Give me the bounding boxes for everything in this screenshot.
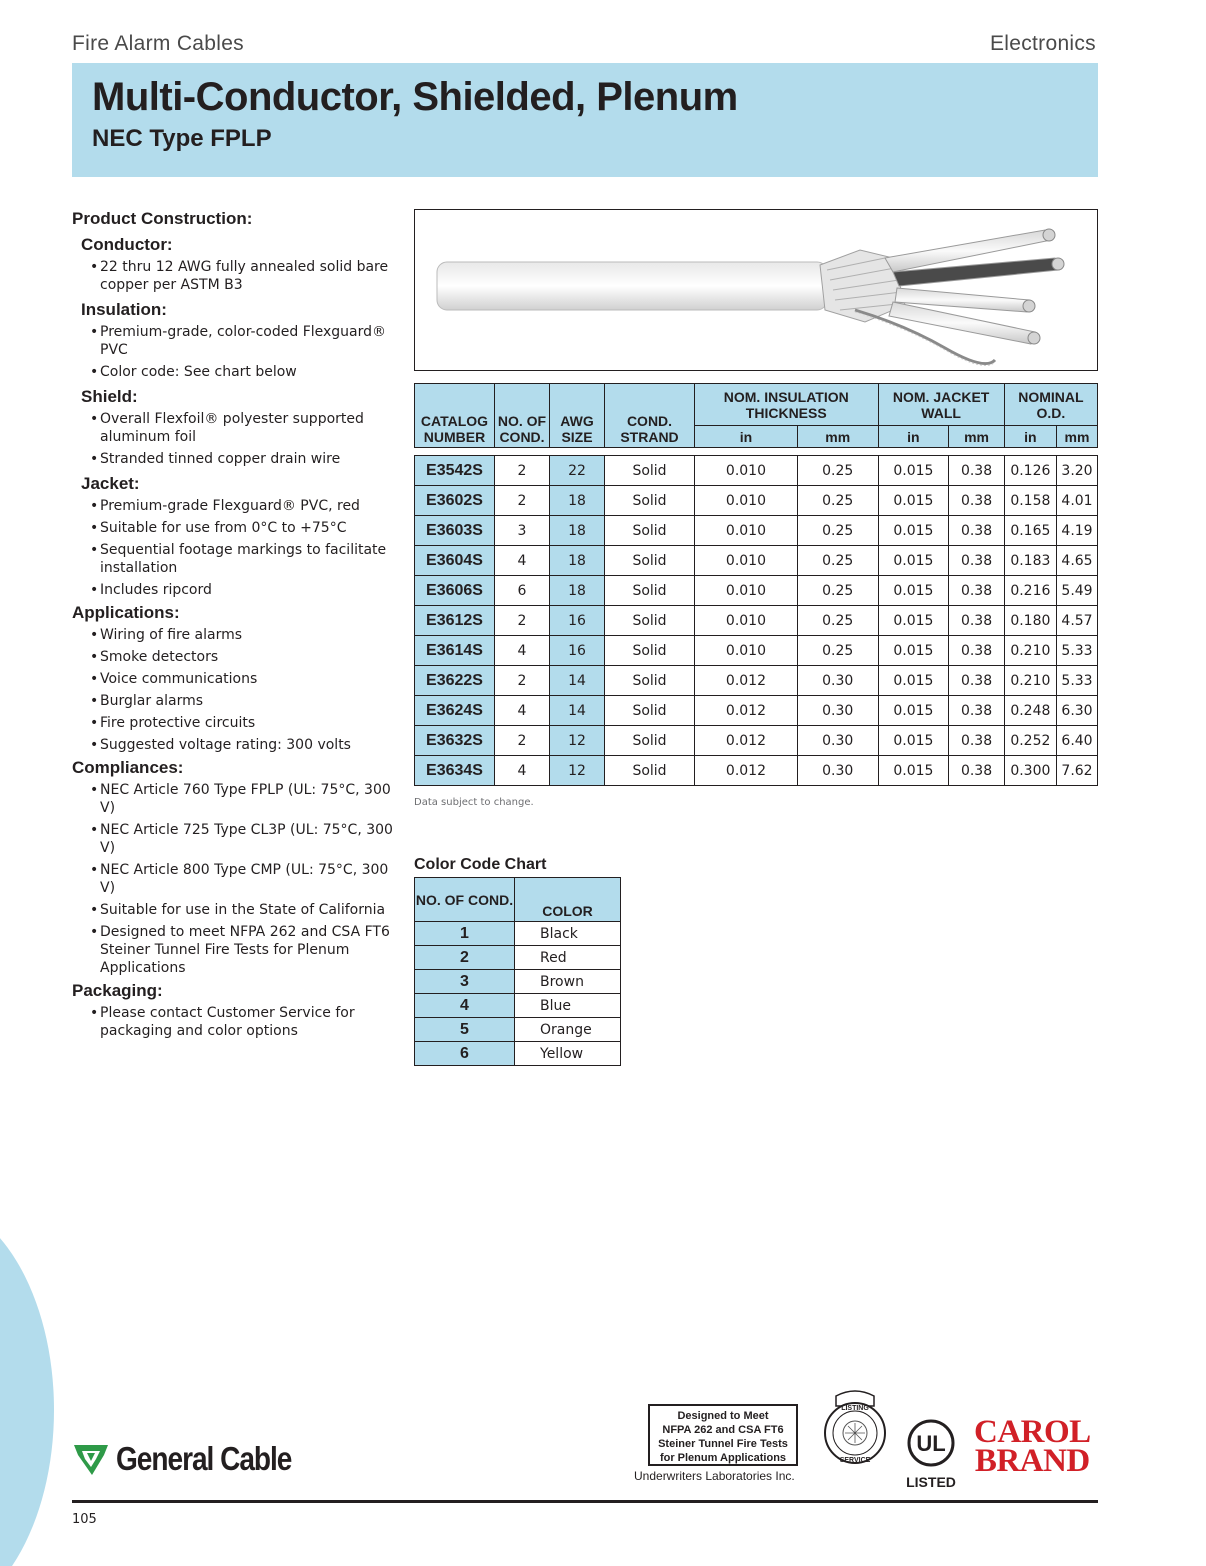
table-cell: 0.010: [695, 576, 798, 606]
table-cell: 14: [550, 666, 605, 696]
table-cell: E3604S: [415, 546, 495, 576]
table-cell: Solid: [605, 456, 695, 486]
table-cell: 18: [550, 516, 605, 546]
table-cell: Solid: [605, 606, 695, 636]
table-cell: 0.38: [949, 666, 1004, 696]
table-cell: E3624S: [415, 696, 495, 726]
table-cell: 4.19: [1057, 516, 1098, 546]
table-cell: 0.25: [797, 456, 878, 486]
table-cell: 2: [495, 726, 550, 756]
table-cell: E3622S: [415, 666, 495, 696]
cc-col-color: COLOR: [515, 878, 621, 922]
unit-mm: mm: [949, 426, 1004, 448]
table-row: [415, 946, 621, 970]
table-cell: E3634S: [415, 756, 495, 786]
table-cell: 0.38: [949, 486, 1004, 516]
table-cell: 2: [495, 606, 550, 636]
table-cell: 18: [550, 486, 605, 516]
cond-number: 1: [415, 922, 515, 946]
table-cell: E3612S: [415, 606, 495, 636]
table-cell: 0.30: [797, 696, 878, 726]
cond-color: Blue: [515, 994, 621, 1018]
table-cell: 0.015: [878, 606, 949, 636]
col-od: NOMINAL O.D.: [1004, 384, 1097, 426]
cond-color: Brown: [515, 970, 621, 994]
table-cell: 0.015: [878, 546, 949, 576]
table-cell: 0.30: [797, 756, 878, 786]
col-insulation: NOM. INSULATION THICKNESS: [695, 384, 879, 426]
table-cell: 12: [550, 726, 605, 756]
list-item: • Please contact Customer Service for packaging and color options: [90, 1004, 402, 1040]
table-cell: 0.012: [695, 726, 798, 756]
list-item: • Stranded tinned copper drain wire: [90, 450, 402, 468]
table-cell: 0.010: [695, 516, 798, 546]
page-number: 105: [72, 1512, 97, 1527]
list-item: • Premium-grade, color-coded Flexguard® PVC: [90, 323, 402, 359]
table-row: [415, 1018, 621, 1042]
table-cell: 4: [495, 636, 550, 666]
table-row: [415, 606, 1098, 636]
table-cell: 7.62: [1057, 756, 1098, 786]
table-cell: Solid: [605, 666, 695, 696]
table-row: [415, 576, 1098, 606]
packaging-list: [90, 1004, 402, 1040]
table-cell: 0.25: [797, 516, 878, 546]
table-cell: 4.57: [1057, 606, 1098, 636]
table-cell: 0.38: [949, 456, 1004, 486]
table-cell: E3603S: [415, 516, 495, 546]
list-item: • Suggested voltage rating: 300 volts: [90, 736, 402, 754]
shield-heading: Shield:: [81, 387, 138, 406]
table-cell: 0.210: [1004, 636, 1056, 666]
list-item: • Sequential footage markings to facilitate installation: [90, 541, 402, 577]
conductor-heading: Conductor:: [81, 235, 173, 254]
category-label: Fire Alarm Cables: [72, 32, 244, 55]
list-item: • Suitable for use in the State of California: [90, 901, 402, 919]
table-cell: 0.015: [878, 696, 949, 726]
state-seal-icon: [820, 1388, 890, 1466]
table-cell: 4: [495, 696, 550, 726]
table-cell: 18: [550, 576, 605, 606]
table-cell: 0.015: [878, 726, 949, 756]
list-item: • Suitable for use from 0°C to +75°C: [90, 519, 402, 537]
list-item: • Premium-grade Flexguard® PVC, red: [90, 497, 402, 515]
cable-illustration: [415, 210, 1099, 372]
cond-number: 5: [415, 1018, 515, 1042]
table-cell: Solid: [605, 546, 695, 576]
section-label: Electronics: [989, 32, 1096, 55]
table-cell: 0.30: [797, 726, 878, 756]
decorative-circle: [0, 1200, 54, 1566]
table-cell: 0.252: [1004, 726, 1056, 756]
table-cell: E3542S: [415, 456, 495, 486]
table-row: [415, 456, 1098, 486]
cond-number: 2: [415, 946, 515, 970]
general-cable-logo-icon: [72, 1441, 110, 1477]
table-cell: 4: [495, 546, 550, 576]
table-cell: 5.33: [1057, 636, 1098, 666]
table-row: [415, 922, 621, 946]
applications-list: [90, 626, 402, 754]
table-cell: 0.010: [695, 456, 798, 486]
table-cell: Solid: [605, 696, 695, 726]
table-cell: 0.015: [878, 516, 949, 546]
table-row: [415, 726, 1098, 756]
cond-number: 6: [415, 1042, 515, 1066]
table-cell: Solid: [605, 756, 695, 786]
table-cell: 0.010: [695, 486, 798, 516]
table-cell: 0.25: [797, 606, 878, 636]
seal-bottom-text: SERVICE: [839, 1457, 871, 1464]
table-cell: 0.180: [1004, 606, 1056, 636]
table-cell: 0.015: [878, 486, 949, 516]
table-cell: 0.38: [949, 696, 1004, 726]
table-cell: 4.65: [1057, 546, 1098, 576]
table-cell: 0.38: [949, 606, 1004, 636]
shield-list: [90, 410, 402, 468]
table-cell: Solid: [605, 576, 695, 606]
table-cell: E3632S: [415, 726, 495, 756]
insulation-heading: Insulation:: [81, 300, 167, 319]
table-cell: 12: [550, 756, 605, 786]
table-cell: 0.015: [878, 666, 949, 696]
list-item: • Smoke detectors: [90, 648, 402, 666]
cable-image: [414, 209, 1098, 371]
fire-test-line: Designed to Meet: [677, 1410, 769, 1422]
ul-listed-logo: [904, 1418, 958, 1490]
table-cell: 0.010: [695, 546, 798, 576]
table-cell: 0.25: [797, 576, 878, 606]
table-cell: 0.248: [1004, 696, 1056, 726]
table-cell: 18: [550, 546, 605, 576]
table-cell: 16: [550, 606, 605, 636]
table-cell: E3602S: [415, 486, 495, 516]
fire-test-badge: [648, 1404, 798, 1466]
table-cell: 0.25: [797, 546, 878, 576]
unit-in: in: [695, 426, 798, 448]
fire-test-line: for Plenum Applications: [659, 1452, 787, 1464]
table-cell: 16: [550, 636, 605, 666]
cond-color: Black: [515, 922, 621, 946]
table-row: [415, 546, 1098, 576]
col-cond: NO. OF COND.: [495, 384, 550, 448]
cond-number: 3: [415, 970, 515, 994]
list-item: • Voice communications: [90, 670, 402, 688]
table-cell: Solid: [605, 486, 695, 516]
table-cell: 22: [550, 456, 605, 486]
california-seal: [820, 1388, 890, 1470]
page-subtitle: NEC Type FPLP: [92, 125, 272, 152]
list-item: • NEC Article 725 Type CL3P (UL: 75°C, 300 V): [90, 821, 402, 857]
compliances-list: [90, 781, 402, 977]
insulation-list: [90, 323, 402, 381]
brand-line: BRAND: [974, 1443, 1090, 1479]
table-row: [415, 1042, 621, 1066]
table-cell: 0.38: [949, 636, 1004, 666]
table-cell: 3: [495, 516, 550, 546]
applications-heading: Applications:: [72, 603, 180, 622]
list-item: • NEC Article 760 Type FPLP (UL: 75°C, 300 V): [90, 781, 402, 817]
list-item: • Designed to meet NFPA 262 and CSA FT6 Steiner Tunnel Fire Tests for Plenum Applications: [90, 923, 402, 977]
unit-mm: mm: [797, 426, 878, 448]
table-cell: 2: [495, 486, 550, 516]
table-cell: 0.30: [797, 666, 878, 696]
table-cell: 0.010: [695, 636, 798, 666]
table-cell: 0.010: [695, 606, 798, 636]
list-item: • Includes ripcord: [90, 581, 402, 599]
table-row: [415, 756, 1098, 786]
cond-color: Yellow: [515, 1042, 621, 1066]
footer-rule: [72, 1500, 1098, 1503]
list-item: • Burglar alarms: [90, 692, 402, 710]
col-jacket: NOM. JACKET WALL: [878, 384, 1004, 426]
color-chart-title: Color Code Chart: [414, 856, 547, 873]
table-cell: Solid: [605, 636, 695, 666]
conductor-list: [90, 258, 402, 294]
data-note: Data subject to change.: [414, 797, 534, 808]
table-cell: 0.38: [949, 726, 1004, 756]
table-cell: 0.210: [1004, 666, 1056, 696]
table-cell: 14: [550, 696, 605, 726]
table-cell: 0.012: [695, 696, 798, 726]
table-row: [415, 486, 1098, 516]
jacket-list: [90, 497, 402, 599]
packaging-heading: Packaging:: [72, 981, 163, 1000]
table-row: [415, 666, 1098, 696]
jacket-heading: Jacket:: [81, 474, 140, 493]
product-details: [72, 205, 402, 1044]
color-chart-table: [414, 877, 621, 1066]
cc-col-cond: NO. OF COND.: [415, 878, 515, 922]
table-cell: 4.01: [1057, 486, 1098, 516]
table-cell: 6.30: [1057, 696, 1098, 726]
table-cell: 0.38: [949, 576, 1004, 606]
unit-mm: mm: [1057, 426, 1098, 448]
ul-mark-text: UL: [916, 1431, 946, 1456]
table-cell: 0.015: [878, 756, 949, 786]
compliances-heading: Compliances:: [72, 758, 184, 777]
listed-label: LISTED: [906, 1474, 956, 1490]
table-cell: 0.25: [797, 486, 878, 516]
table-cell: 0.015: [878, 636, 949, 666]
table-cell: 0.015: [878, 456, 949, 486]
table-cell: 5.49: [1057, 576, 1098, 606]
table-cell: 0.126: [1004, 456, 1056, 486]
table-row: [415, 636, 1098, 666]
col-catalog: CATALOG NUMBER: [415, 384, 495, 448]
table-cell: 0.216: [1004, 576, 1056, 606]
col-awg: AWG SIZE: [550, 384, 605, 448]
table-cell: 5.33: [1057, 666, 1098, 696]
spec-table: [414, 383, 1098, 786]
table-cell: 0.183: [1004, 546, 1056, 576]
title-banner: [72, 63, 1098, 177]
table-cell: 0.25: [797, 636, 878, 666]
table-cell: 0.165: [1004, 516, 1056, 546]
table-cell: 0.38: [949, 756, 1004, 786]
cond-color: Orange: [515, 1018, 621, 1042]
list-item: • Fire protective circuits: [90, 714, 402, 732]
table-cell: Solid: [605, 516, 695, 546]
seal-top-text: LISTING: [841, 1405, 869, 1412]
table-cell: 0.015: [878, 576, 949, 606]
table-cell: 2: [495, 456, 550, 486]
construction-heading: Product Construction:: [72, 209, 253, 228]
table-cell: 0.012: [695, 666, 798, 696]
list-item: • NEC Article 800 Type CMP (UL: 75°C, 300 V): [90, 861, 402, 897]
brand-name: General Cable: [116, 1440, 292, 1477]
table-cell: 2: [495, 666, 550, 696]
table-cell: 4: [495, 756, 550, 786]
general-cable-logo: [72, 1440, 322, 1478]
table-row: [415, 516, 1098, 546]
col-strand: COND. STRAND: [605, 384, 695, 448]
page-title: Multi-Conductor, Shielded, Plenum: [92, 75, 738, 119]
table-cell: 0.38: [949, 546, 1004, 576]
ul-inc-label: Underwriters Laboratories Inc.: [634, 1469, 795, 1483]
table-cell: 0.012: [695, 756, 798, 786]
table-cell: 6: [495, 576, 550, 606]
unit-in: in: [878, 426, 949, 448]
table-cell: E3614S: [415, 636, 495, 666]
table-cell: Solid: [605, 726, 695, 756]
cond-color: Red: [515, 946, 621, 970]
table-cell: 0.38: [949, 516, 1004, 546]
list-item: • Overall Flexfoil® polyester supported aluminum foil: [90, 410, 402, 446]
fire-test-line: Steiner Tunnel Fire Tests: [658, 1438, 788, 1450]
fire-test-line: NFPA 262 and CSA FT6: [662, 1424, 784, 1436]
table-cell: 0.300: [1004, 756, 1056, 786]
table-cell: 3.20: [1057, 456, 1098, 486]
carol-line: CAROL: [974, 1414, 1091, 1450]
list-item: • Color code: See chart below: [90, 363, 402, 381]
unit-in: in: [1004, 426, 1056, 448]
table-cell: 0.158: [1004, 486, 1056, 516]
table-cell: 6.40: [1057, 726, 1098, 756]
list-item: • Wiring of fire alarms: [90, 626, 402, 644]
cond-number: 4: [415, 994, 515, 1018]
table-row: [415, 970, 621, 994]
table-row: [415, 994, 621, 1018]
table-cell: E3606S: [415, 576, 495, 606]
list-item: • 22 thru 12 AWG fully annealed solid bare copper per ASTM B3: [90, 258, 402, 294]
carol-brand-logo: [974, 1414, 1091, 1479]
table-row: [415, 696, 1098, 726]
ul-icon: [904, 1418, 958, 1468]
